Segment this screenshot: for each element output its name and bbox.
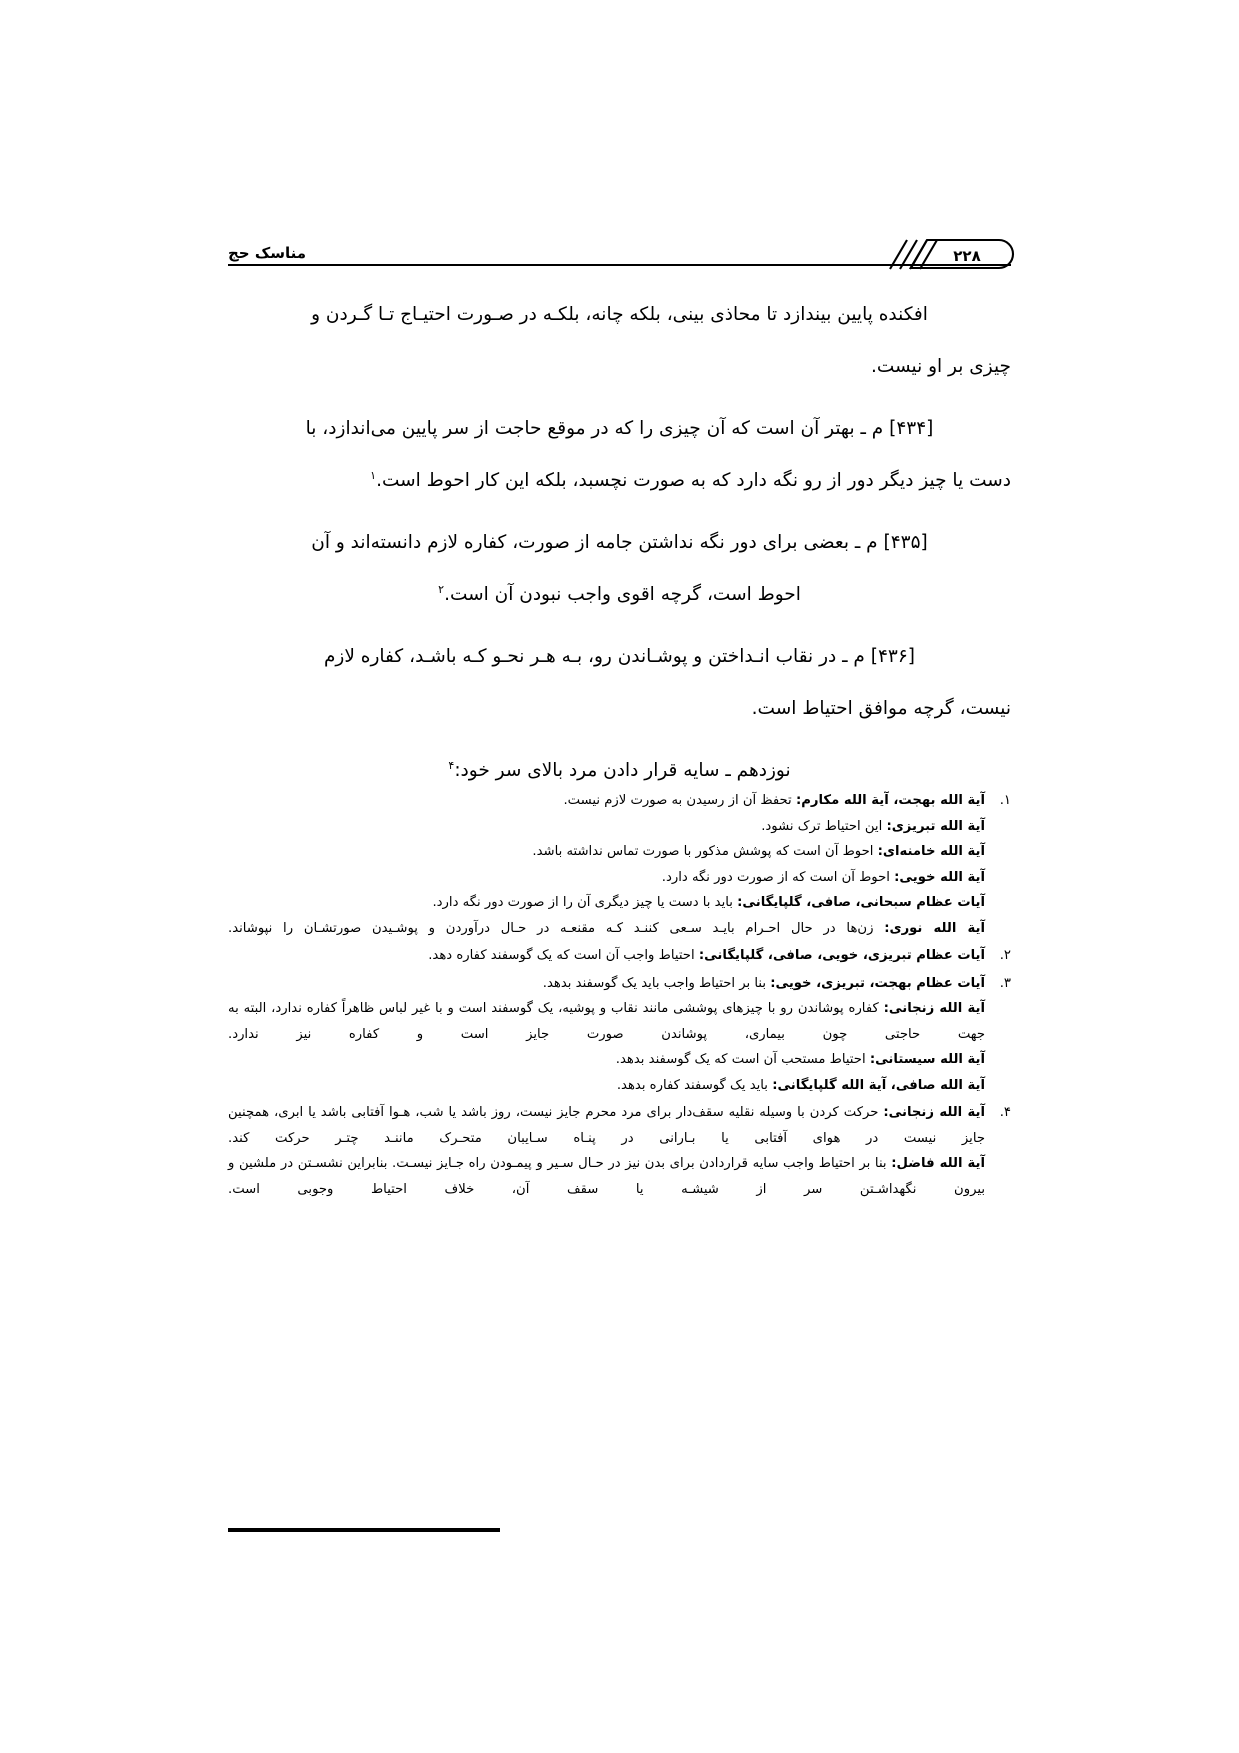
footnote-text: احوط آن است که از صورت دور نگه دارد. [661, 869, 890, 885]
footnote-body [228, 943, 985, 969]
footnote-item [228, 788, 1011, 941]
footnote-text: کفاره پوشاندن رو با چیزهای پوششی مانند نقاب و پوشیه، یک گوسفند است و با غیر لباس ظاهراً کفاره ندارد، البته به جهت حاجتی چون بیماری، پوشاندن صورت جایز است و کفاره نیز ندارد. [228, 1001, 985, 1042]
footnote-number: ۳. [999, 975, 1011, 991]
footnote-separator-container [228, 764, 1011, 768]
paragraph-text: [۴۳۴] م ـ بهتر آن است که آن چیزی را که در موقع حاجت از سر پایین می‌اندازد، با [305, 418, 934, 439]
footnote-number: ۴. [999, 1105, 1011, 1120]
footnote-source: آیات عظام تبریزی، خویی، صافی، گلپایگانی: [698, 948, 985, 963]
footnote-marker-1[interactable]: ۱ [370, 468, 377, 482]
running-header-title: مناسک حج [228, 244, 306, 262]
body-ruling-434-line2 [228, 458, 1011, 504]
page-header [228, 228, 1011, 274]
footnote-text: احتیاط مستحب آن است که یک گوسفند بدهد. [615, 1052, 866, 1067]
footnote-line [228, 916, 985, 942]
footnote-source: آیة الله زنجانی: [883, 1105, 985, 1120]
footnote-line [228, 1100, 985, 1151]
footnote-line [228, 865, 985, 891]
footnote-text: احوط آن است که پوشش مذکور با صورت تماس نداشته باشد. [532, 844, 874, 859]
paragraph-text: نیست، گرچه موافق احتیاط است. [751, 698, 1011, 719]
footnote-source: آیة الله خویی: [894, 869, 985, 885]
footnote-line [228, 1047, 985, 1073]
paragraph-text: [۴۳۵] م ـ بعضی برای دور نگه نداشتن جامه از صورت، کفاره لازم دانسته‌اند و آن [311, 532, 928, 553]
body-ruling-436-line1 [228, 634, 1011, 680]
footnote-item [228, 943, 1011, 969]
footnote-line [228, 1073, 985, 1099]
page-number-text: ۲۲۸ [953, 247, 981, 265]
paragraph-text: چیزی بر او نیست. [870, 356, 1011, 377]
footnote-text: تحفظ آن از رسیدن به صورت لازم نیست. [563, 793, 792, 808]
footnote-line [228, 943, 985, 969]
body-ruling-435-line2 [228, 572, 1011, 618]
footnote-source: آیة الله فاضل: [891, 1156, 985, 1171]
body-paragraph-continuation [228, 292, 1011, 338]
footnote-number: ۱. [999, 793, 1011, 808]
footnote-text: باید یک گوسفند کفاره بدهد. [616, 1077, 768, 1093]
footnote-line [228, 1151, 985, 1202]
footnote-separator-rule [228, 1528, 500, 1532]
paragraph-text: احوط است، گرچه اقوی واجب نبودن آن است. [444, 584, 801, 605]
footnote-number: ۲. [999, 948, 1011, 963]
footnote-body [228, 971, 985, 1099]
footnote-source: آیة الله تبریزی: [886, 818, 985, 834]
footnote-source: آیات عظام سبحانی، صافی، گلپایگانی: [737, 895, 985, 910]
footnotes-section [228, 788, 1011, 1204]
footnote-marker-4[interactable]: ۴ [448, 758, 455, 772]
footnote-line [228, 971, 985, 997]
footnote-line [228, 814, 985, 840]
body-ruling-435-line1 [228, 520, 1011, 566]
footnote-source: آیة الله نوری: [884, 920, 985, 936]
paragraph-text: [۴۳۶] م ـ در نقاب انـداختن و پوشـاندن رو، بـه هـر نحـو کـه باشـد، کفاره لازم [323, 646, 916, 667]
footnote-text: بنا بر احتیاط واجب باید یک گوسفند بدهد. [542, 975, 767, 991]
footnote-text: باید با دست یا چیز دیگری آن را از صورت دور نگه دارد. [432, 895, 733, 910]
page-body [228, 292, 1011, 800]
footnote-marker-2[interactable]: ۲ [438, 582, 445, 596]
footnote-body [228, 788, 985, 941]
footnote-line [228, 839, 985, 865]
footnote-item [228, 971, 1011, 1099]
footnote-text: زن‌ها در حال احـرام بایـد سـعی کننـد کـه مقنعـه در حـال درآوردن و پوشـیدن صورتشـان را نپوشاند. [228, 920, 874, 936]
paragraph-text: افکنده پایین بیندازد تا محاذی بینی، بلکه چانه، بلکـه در صـورت احتیـاج تـا گـردن و [311, 304, 928, 325]
footnote-line [228, 996, 985, 1047]
footnote-source: آیة الله صافی، آیة الله گلپایگانی: [772, 1077, 985, 1093]
footnote-text: حرکت کردن با وسیله نقلیه سقف‌دار برای مرد محرم جایز نیست، روز باشد یا شب، هـوا آفتابی باشد یا ابری، همچنین جایز نیست در هوای آفتابی یا بـارانی در پنـاه سـایبان متحـرک ماننـد چتـر حرکت کند. [228, 1105, 985, 1146]
footnote-body [228, 1100, 985, 1202]
body-ruling-436-line2 [228, 686, 1011, 732]
footnote-source: آیة الله بهجت، آیة الله مکارم: [795, 793, 985, 808]
footnote-text: بنا بر احتیاط واجب سایه قراردادن برای بدن نیز در حـال سـیر و پیمـودن راه جـایز نیسـت. بنابراین نشسـتن در ملشین و بیرون نگهداشـتن سر از شیشـه یا سقف آن، خلاف احتیاط وجوبی است. [228, 1156, 985, 1197]
footnote-source: آیة الله سیستانی: [869, 1052, 985, 1067]
paragraph-text: نوزدهم ـ سایه قرار دادن مرد بالای سر خود: [454, 760, 791, 781]
footnote-item [228, 1100, 1011, 1202]
footnote-text: احتیاط واجب آن است که یک گوسفند کفاره دهد. [428, 948, 695, 963]
footnote-source: آیة الله زنجانی: [883, 1001, 985, 1016]
header-ornament [887, 236, 1015, 272]
footnote-text: این احتیاط ترک نشود. [761, 818, 883, 834]
diagonal-hatch-ornament-icon [887, 236, 1015, 272]
body-paragraph-continuation-line2 [228, 344, 1011, 390]
paragraph-text: دست یا چیز دیگر دور از رو نگه دارد که به صورت نچسبد، بلکه این کار احوط است. [376, 470, 1011, 491]
body-ruling-434-line1 [228, 406, 1011, 452]
footnote-line [228, 788, 985, 814]
footnote-source: آیة الله خامنه‌ای: [877, 844, 985, 859]
footnote-source: آیات عظام بهجت، تبریزی، خویی: [770, 975, 985, 991]
footnote-line [228, 890, 985, 916]
